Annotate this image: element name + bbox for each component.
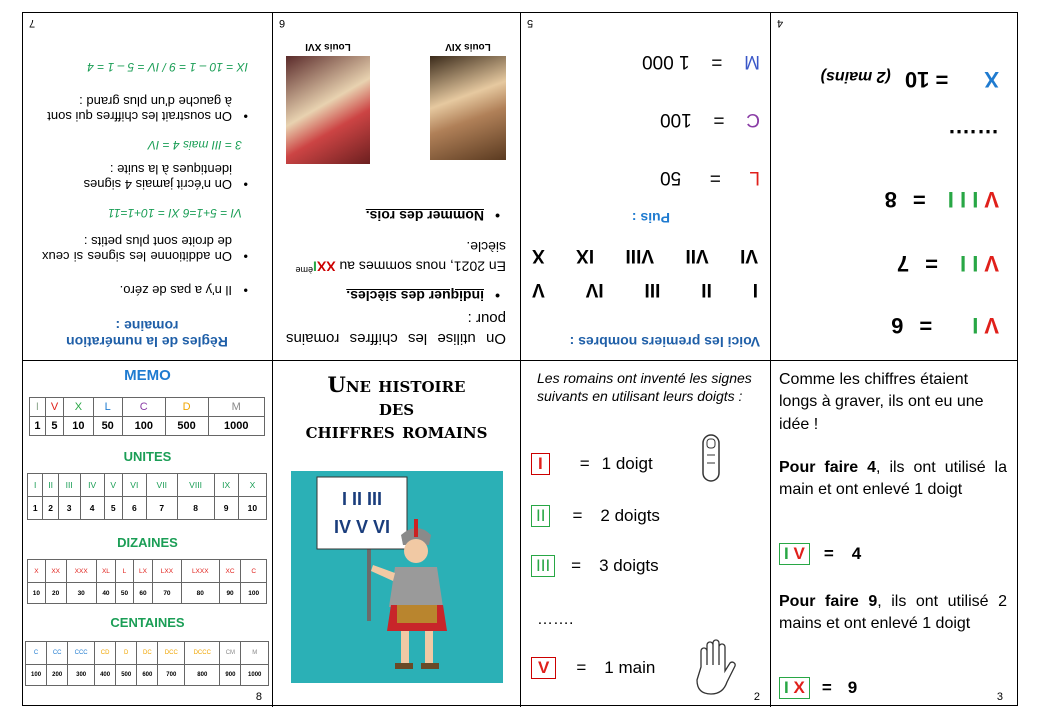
unites-value-cell: 6 — [122, 497, 146, 520]
unites-value-cell: 5 — [104, 497, 122, 520]
centaines-title: CENTAINES — [110, 615, 185, 630]
cover-title: Une histoire des chiffres romains — [305, 372, 488, 444]
unites-value-cell: 4 — [80, 497, 104, 520]
arm — [371, 565, 395, 581]
centaines-symbol-cell: M — [241, 642, 269, 665]
dizaines-symbol-cell: XX — [45, 560, 66, 583]
centaines-symbol-cell: DCC — [158, 642, 185, 665]
page-8-panel — [23, 361, 273, 707]
unites-value-cell: 1 — [28, 497, 43, 520]
rule-1: • Il n'y a pas de zéro. — [42, 283, 232, 298]
dizaines-value-cell: 10 — [28, 583, 46, 604]
row-six: V I = 6 — [891, 313, 999, 338]
unites-value-cell: 10 — [238, 497, 266, 520]
unites-value-cell: 8 — [177, 497, 214, 520]
page-number: 5 — [527, 17, 534, 29]
dizaines-symbol-cell: LX — [133, 560, 152, 583]
dizaines-symbol-cell: X — [28, 560, 46, 583]
unites-values-row — [28, 497, 267, 520]
centaines-value-cell: 700 — [158, 665, 185, 686]
unites-symbol-cell: X — [238, 474, 266, 497]
rule-2: • On additionne les signes si ceux de droite sont plus petits : — [42, 234, 232, 264]
line-l: L = 50 — [660, 167, 760, 188]
centaines-symbol-cell: C — [26, 642, 47, 665]
dizaines-value-cell: 60 — [133, 583, 152, 604]
memo-symbol-cell: V — [45, 398, 63, 417]
page-number: 8 — [255, 691, 262, 703]
unites-symbol-cell: IV — [80, 474, 104, 497]
bullet-siecles: • indiquer des siècles. — [284, 288, 484, 304]
memo-symbol-cell: I — [30, 398, 46, 417]
louis-xiv-caption: Louis XIV — [445, 41, 491, 52]
page-number: 2 — [753, 691, 760, 703]
puis-label: Puis : — [631, 210, 670, 226]
dizaines-symbol-cell: XL — [96, 560, 115, 583]
centaines-symbol-cell: D — [116, 642, 137, 665]
centaines-value-cell: 500 — [116, 665, 137, 686]
rule-4-example: IX = 10 – 1 = 9 / IV = 5 – 1 = 4 — [87, 60, 248, 74]
dizaines-value-cell: 100 — [241, 583, 267, 604]
dizaines-symbol-cell: L — [116, 560, 134, 583]
centaines-symbol-cell: CD — [95, 642, 116, 665]
sign-row-2: IV V VI — [333, 517, 391, 537]
dizaines-value-cell: 80 — [181, 583, 219, 604]
unites-symbol-cell: VIII — [177, 474, 214, 497]
row-ten: X = 10 (2 mains) — [820, 67, 999, 92]
sandal-left — [395, 663, 413, 669]
centaines-value-cell: 800 — [185, 665, 220, 686]
memo-value-cell: 500 — [165, 417, 208, 436]
finger-icon — [697, 433, 727, 483]
page-5-panel — [521, 13, 771, 361]
page-number: 4 — [777, 17, 784, 29]
louis-xvi-portrait — [286, 56, 370, 164]
doigts-intro: Les romains ont inventé les signes suivants en utilisant leurs doigts : — [537, 370, 752, 405]
louis-xiv-portrait — [430, 56, 506, 160]
unites-symbol-cell: V — [104, 474, 122, 497]
centaines-value-cell: 900 — [220, 665, 241, 686]
centaines-value-cell: 100 — [26, 665, 47, 686]
centaines-symbol-cell: CCC — [68, 642, 95, 665]
line-m: M = 1 000 — [642, 51, 760, 72]
unites-table — [27, 473, 267, 520]
row-2-doigts: II = 2 doigts — [531, 505, 660, 527]
numbers-row-2: VI VII VIII IX X — [532, 245, 758, 266]
ellipsis: ……. — [948, 125, 999, 150]
rules-title: Règles de la numération romaine : — [66, 318, 228, 350]
dizaines-value-cell: 50 — [116, 583, 134, 604]
centaines-symbol-cell: DC — [137, 642, 158, 665]
pour-faire-4: Pour faire 4, ils ont utilisé la main et ont enlevé 1 doigt — [779, 459, 1008, 499]
memo-symbol-cell: C — [122, 398, 165, 417]
dizaines-value-cell: 70 — [153, 583, 182, 604]
premiers-nombres-heading: Voici les premiers nombres : — [569, 334, 760, 350]
memo-symbol-cell: D — [165, 398, 208, 417]
pour-faire-9: Pour faire 9, ils ont utilisé 2 mains et ont enlevé 1 doigt — [779, 593, 1008, 633]
idee-intro: Comme les chiffres étaient longs à graver, ils ont eu une idée ! — [779, 371, 984, 433]
memo-value-cell: 1000 — [208, 417, 264, 436]
memo-main-symbols-row — [30, 398, 265, 417]
leg-left — [401, 631, 409, 665]
cover-panel — [273, 361, 521, 707]
siecle-intro: On utilise les chiffres romains pour : — [286, 310, 506, 347]
memo-main-values-row — [30, 417, 265, 436]
rule-3-example: 3 = III mais 4 = IV — [147, 138, 242, 152]
dizaines-value-cell: 30 — [66, 583, 96, 604]
row-ix: I X = 9 — [779, 677, 857, 699]
centaines-value-cell: 400 — [95, 665, 116, 686]
row-seven: V I I = 7 — [896, 251, 999, 276]
unites-value-cell: 3 — [58, 497, 80, 520]
dizaines-value-cell: 40 — [96, 583, 115, 604]
centaines-symbol-cell: DCCC — [185, 642, 220, 665]
sign-row-1: I II III — [341, 489, 383, 509]
unites-symbol-cell: IX — [214, 474, 238, 497]
hand-icon — [691, 637, 743, 699]
centaines-symbols-row — [26, 642, 269, 665]
unites-symbols-row — [28, 474, 267, 497]
row-eight: V I I I = 8 — [884, 187, 999, 212]
centaines-value-cell: 600 — [137, 665, 158, 686]
page-2-panel — [521, 361, 771, 707]
memo-value-cell: 5 — [45, 417, 63, 436]
row-1-main: V = 1 main — [531, 657, 655, 679]
centaines-value-cell: 300 — [68, 665, 95, 686]
dizaines-title: DIZAINES — [117, 535, 178, 550]
dizaines-value-cell: 20 — [45, 583, 66, 604]
unites-value-cell: 2 — [43, 497, 58, 520]
sign-board — [317, 477, 407, 549]
dizaines-symbol-cell: C — [241, 560, 267, 583]
soldier-head — [404, 539, 428, 563]
centaines-value-cell: 200 — [47, 665, 68, 686]
belt — [397, 605, 437, 623]
centaines-values-row — [26, 665, 269, 686]
numbers-row-1: I II III IV V — [532, 279, 758, 300]
unites-symbol-cell: VI — [122, 474, 146, 497]
armor — [389, 567, 443, 607]
memo-value-cell: 10 — [64, 417, 93, 436]
page-3-panel — [771, 361, 1017, 707]
rule-4: • On soustrait les chiffres qui sont à gauche d'un plus grand : — [42, 94, 232, 124]
dizaines-symbol-cell: LXXX — [181, 560, 219, 583]
row-iv: I V = 4 — [779, 543, 861, 565]
line-c: C = 100 — [660, 109, 760, 130]
unites-symbol-cell: III — [58, 474, 80, 497]
rule-2-example: VI = 5+1=6 XI = 10+1=11 — [108, 206, 242, 220]
dizaines-symbol-cell: LXX — [153, 560, 182, 583]
unites-symbol-cell: II — [43, 474, 58, 497]
page-4-panel — [771, 13, 1017, 361]
unites-value-cell: 7 — [146, 497, 177, 520]
siecle-example: En 2021, nous sommes au XXIème siècle. — [295, 238, 506, 275]
helmet-crest — [414, 519, 418, 537]
dizaines-values-row — [28, 583, 267, 604]
centaines-table — [25, 641, 269, 686]
dizaines-value-cell: 90 — [219, 583, 241, 604]
unites-value-cell: 9 — [214, 497, 238, 520]
row-1-doigt: I = 1 doigt — [531, 453, 653, 475]
louis-xvi-caption: Louis XVI — [305, 41, 351, 52]
memo-title: MEMO — [124, 367, 171, 384]
rule-3: • On n'écrit jamais 4 signes identiques à la suite : — [42, 162, 232, 192]
cover-illustration — [291, 471, 503, 683]
memo-value-cell: 100 — [122, 417, 165, 436]
unites-symbol-cell: VII — [146, 474, 177, 497]
unites-symbol-cell: I — [28, 474, 43, 497]
dizaines-table — [27, 559, 267, 604]
page-number: 3 — [996, 691, 1003, 703]
leg-right — [425, 631, 433, 665]
sandal-right — [421, 663, 439, 669]
memo-main-table — [29, 397, 265, 436]
centaines-symbol-cell: CM — [220, 642, 241, 665]
bullet-rois: • Nommer des rois. — [284, 208, 484, 224]
roman-soldier-illustration — [291, 471, 503, 683]
page-6-panel — [273, 13, 521, 361]
dizaines-symbol-cell: XXX — [66, 560, 96, 583]
memo-symbol-cell: X — [64, 398, 93, 417]
memo-symbol-cell: L — [93, 398, 122, 417]
unites-title: UNITES — [123, 449, 172, 464]
memo-symbol-cell: M — [208, 398, 264, 417]
ellipsis: ……. — [537, 611, 574, 628]
dizaines-symbols-row — [28, 560, 267, 583]
booklet-grid — [22, 12, 1018, 706]
memo-value-cell: 1 — [30, 417, 46, 436]
memo-value-cell: 50 — [93, 417, 122, 436]
page-number: 6 — [279, 17, 286, 29]
centaines-symbol-cell: CC — [47, 642, 68, 665]
dizaines-symbol-cell: XC — [219, 560, 241, 583]
row-3-doigts: III = 3 doigts — [531, 555, 659, 577]
page-number: 7 — [29, 17, 36, 29]
page-7-panel — [23, 13, 273, 361]
centaines-value-cell: 1000 — [241, 665, 269, 686]
